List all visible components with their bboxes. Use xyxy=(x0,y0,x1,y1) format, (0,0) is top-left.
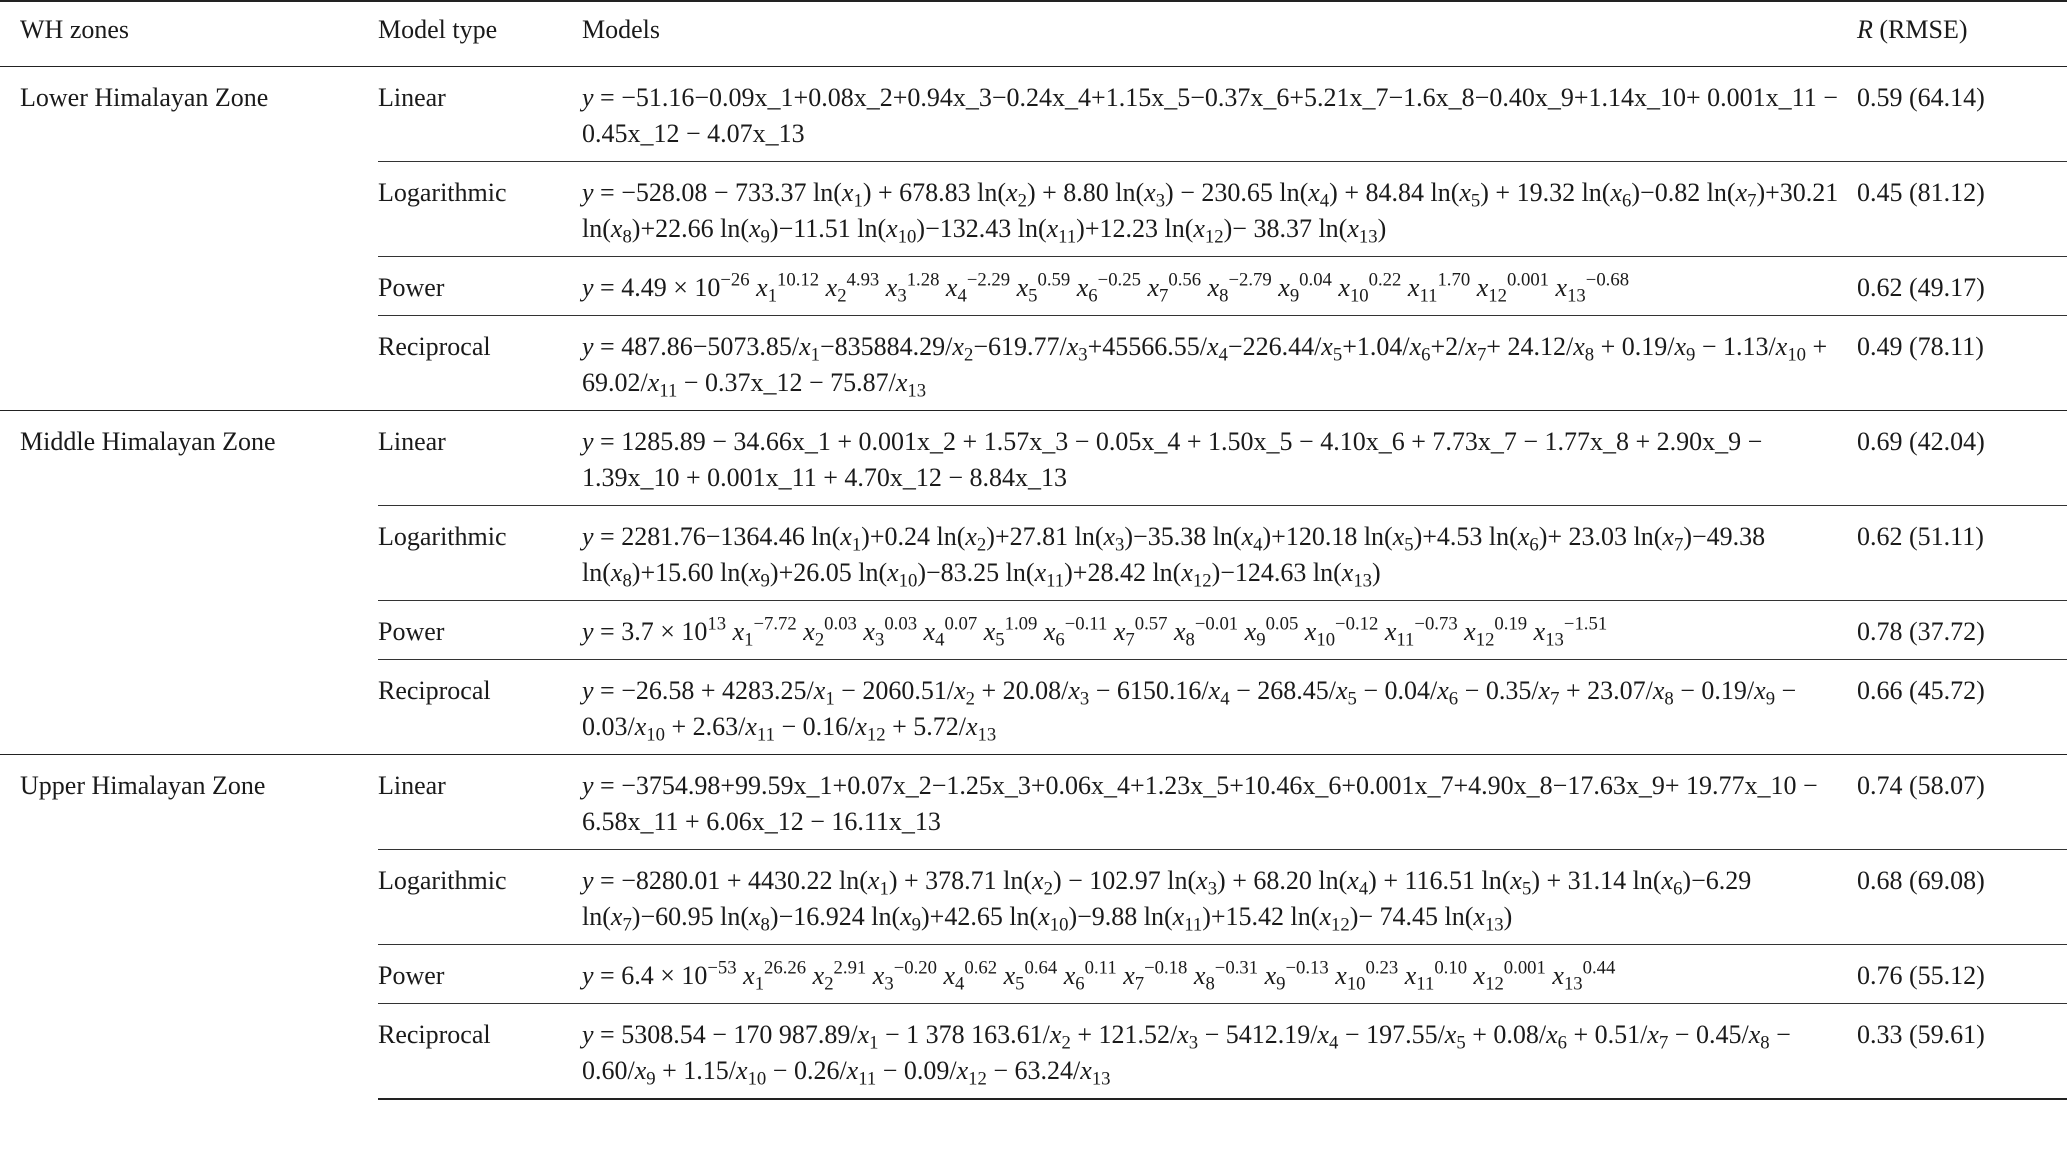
r-rmse-cell: 0.59 (64.14) xyxy=(1857,67,2067,162)
zone-name-cell: Lower Himalayan Zone xyxy=(0,67,378,411)
r-rmse-cell: 0.76 (55.12) xyxy=(1857,945,2067,1004)
model-type-cell: Reciprocal xyxy=(378,1004,582,1100)
header-wh-zones: WH zones xyxy=(0,1,378,67)
model-equation-cell: y = 1285.89 − 34.66x_1 + 0.001x_2 + 1.57x_3 − 0.05x_4 + 1.50x_5 − 4.10x_6 + 7.73x_7 − 1.77x_8 + 2.90x_9 − 1.39x_10 + 0.001x_11 + 4.70x_12 − 8.84x_13 xyxy=(582,411,1857,506)
model-equation-cell: y = −528.08 − 733.37 $\ln(x_1) + 678.83$ $\ln(x_2) + 8.80$ $\ln(x_3) - 230.65$ $\ln(x_4) + 84.84$ $\ln(x_5) + 19.32$ $\ln(x_6)-0.82$ $\ln(x_7)+30.21$ $\ln(x_8)+22.66$ $\ln(x_9)-11.51$ $\ln(x_{10})-132.43$ $\ln(x_{11})+12.23$ $\ln(x_{12})- 38.37$ $\ln(x_{13})$ xyxy=(582,162,1857,257)
table-row xyxy=(0,67,2067,162)
model-type-cell: Logarithmic xyxy=(378,850,582,945)
model-equation-cell: y = −8280.01 + 4430.22 $\ln(x_1) + 378.71$ $\ln(x_2) - 102.97$ $\ln(x_3) + 68.20$ $\ln(x_4) + 116.51$ $\ln(x_5) + 31.14$ $\ln(x_6)-6.29$ $\ln(x_7)-60.95$ $\ln(x_8)-16.924$ $\ln(x_9)+42.65$ $\ln(x_{10})-9.88$ $\ln(x_{11})+15.42$ $\ln(x_{12})- 74.45$ $\ln(x_{13})$ xyxy=(582,850,1857,945)
r-rmse-cell: 0.49 (78.11) xyxy=(1857,316,2067,411)
r-rmse-cell: 0.66 (45.72) xyxy=(1857,660,2067,755)
model-type-cell: Linear xyxy=(378,67,582,162)
r-rmse-cell: 0.69 (42.04) xyxy=(1857,411,2067,506)
zone-name-cell: Upper Himalayan Zone xyxy=(0,755,378,1100)
r-rmse-cell: 0.45 (81.12) xyxy=(1857,162,2067,257)
model-equation-cell: y = 5308.54 − 170 $987.89/x_1 - 1$ 378 $163.61/x_2 + 121.52/x_3 - 5412.19/x_4 - 197.55/x_5 + 0.08/x_6 + 0.51/x_7 - 0.45/x_8 - 0.60/x_9 + 1.15/x_{10} - 0.26/x_{11} - 0.09/x_{12} - 63.24/x_{13}$ xyxy=(582,1004,1857,1100)
model-type-cell: Power xyxy=(378,945,582,1004)
model-equation-cell: y = −3754.98+99.59x_1+0.07x_2−1.25x_3+0.06x_4+1.23x_5+10.46x_6+0.001x_7+4.90x_8−17.63x_9+ 19.77x_10 − 6.58x_11 + 6.06x_12 − 16.11x_13 xyxy=(582,755,1857,850)
r-rmse-cell: 0.33 (59.61) xyxy=(1857,1004,2067,1100)
header-row xyxy=(0,1,2067,67)
r-rmse-cell: 0.62 (49.17) xyxy=(1857,257,2067,316)
r-rmse-cell: 0.74 (58.07) xyxy=(1857,755,2067,850)
model-equation-cell: $y = 6.4 \times 10^{-53}$ $x_1^{26.26}$ $x_2^{2.91}$ $x_3^{-0.20}$ $x_4^{0.62}$ $x_5^{0.64}$ $x_6^{0.11}$ $x_7^{-0.18}$ $x_8^{-0.31}$ $x_9^{-0.13}$ $x_{10}^{0.23}$ $x_{11}^{0.10}$ $x_{12}^{0.001}$ $x_{13}^{0.44}$ xyxy=(582,945,1857,1004)
header-model-type: Model type xyxy=(378,1,582,67)
model-equation-cell: $y = -26.58 + 4283.25/x_1 - 2060.51/x_2 + 20.08/x_3 - 6150.16/x_4 - 268.45/x_5 - 0.04/x_6 - 0.35/x_7 + 23.07/x_8 - 0.19/x_9 - 0.03/x_{10} + 2.63/x_{11} - 0.16/x_{12} + 5.72/x_{13}$ xyxy=(582,660,1857,755)
model-equation-cell: $y = 3.7 \times 10^{13}$ $x_1^{-7.72}$ $x_2^{0.03}$ $x_3^{0.03}$ $x_4^{0.07}$ $x_5^{1.09}$ $x_6^{-0.11}$ $x_7^{0.57}$ $x_8^{-0.01}$ $x_9^{0.05}$ $x_{10}^{-0.12}$ $x_{11}^{-0.73}$ $x_{12}^{0.19}$ $x_{13}^{-1.51}$ xyxy=(582,601,1857,660)
model-equation-cell: y = −51.16−0.09x_1+0.08x_2+0.94x_3−0.24x_4+1.15x_5−0.37x_6+5.21x_7−1.6x_8−0.40x_9+1.14x_10+ 0.001x_11 − 0.45x_12 − 4.07x_13 xyxy=(582,67,1857,162)
table-row xyxy=(0,755,2067,850)
header-r-rmse xyxy=(1857,1,2067,67)
model-type-cell: Reciprocal xyxy=(378,660,582,755)
r-rmse-cell: 0.68 (69.08) xyxy=(1857,850,2067,945)
header-r-symbol: R xyxy=(1857,15,1873,44)
model-type-cell: Reciprocal xyxy=(378,316,582,411)
table-body xyxy=(0,67,2067,1100)
r-rmse-cell: 0.78 (37.72) xyxy=(1857,601,2067,660)
model-type-cell: Logarithmic xyxy=(378,162,582,257)
model-type-cell: Logarithmic xyxy=(378,506,582,601)
model-equation-cell: $y = 487.86-5073.85/x_1-835884.29/x_2-619.77/x_3+45566.55/x_4-226.44/x_5+1.04/x_6+2/x_7+ 24.12/x_8 + 0.19/x_9 - 1.13/x_{10} + 69.02/x_{11}$ − 0.37x_12 − $75.87/x_{13}$ xyxy=(582,316,1857,411)
header-models: Models xyxy=(582,1,1857,67)
r-rmse-cell: 0.62 (51.11) xyxy=(1857,506,2067,601)
header-rmse-label: (RMSE) xyxy=(1872,15,1968,44)
model-type-cell: Power xyxy=(378,601,582,660)
table-row xyxy=(0,411,2067,506)
model-type-cell: Power xyxy=(378,257,582,316)
model-type-cell: Linear xyxy=(378,411,582,506)
zone-name-cell: Middle Himalayan Zone xyxy=(0,411,378,755)
model-equation-cell: $y = 4.49 \times 10^{-26}$ $x_1^{10.12}$ $x_2^{4.93}$ $x_3^{1.28}$ $x_4^{-2.29}$ $x_5^{0.59}$ $x_6^{-0.25}$ $x_7^{0.56}$ $x_8^{-2.79}$ $x_9^{0.04}$ $x_{10}^{0.22}$ $x_{11}^{1.70}$ $x_{12}^{0.001}$ $x_{13}^{-0.68}$ xyxy=(582,257,1857,316)
model-equation-cell: y = 2281.76−1364.46 $\ln(x_1)+0.24$ $\ln(x_2)+27.81$ $\ln(x_3)-35.38$ $\ln(x_4)+120.18$ $\ln(x_5)+4.53$ $\ln(x_6)+ 23.03$ $\ln(x_7)-49.38$ $\ln(x_8)+15.60$ $\ln(x_9)+26.05$ $\ln(x_{10})-83.25$ $\ln(x_{11})+28.42$ $\ln(x_{12})-124.63$ $\ln(x_{13})$ xyxy=(582,506,1857,601)
model-type-cell: Linear xyxy=(378,755,582,850)
